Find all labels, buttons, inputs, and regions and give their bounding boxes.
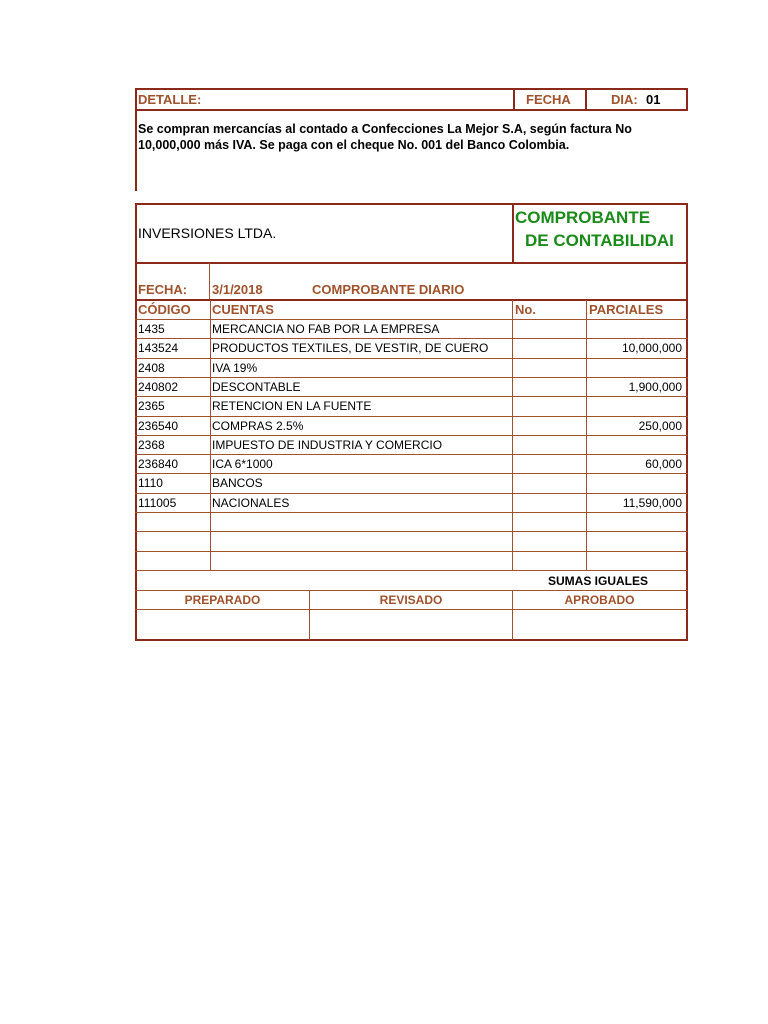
voucher-right-border — [686, 203, 688, 641]
description-left-border — [135, 111, 137, 191]
company-name: INVERSIONES LTDA. — [138, 225, 277, 241]
footer-top-border — [135, 590, 688, 591]
sumas-iguales-label: SUMAS IGUALES — [548, 574, 649, 588]
row-cuenta: IVA 19% — [212, 361, 258, 375]
detalle-left-border — [135, 88, 137, 111]
row-parcial: 60,000 — [645, 457, 682, 471]
row-parcial: 11,590,000 — [622, 496, 682, 510]
row-cuenta: RETENCION EN LA FUENTE — [212, 399, 372, 413]
row-codigo: 1110 — [138, 476, 163, 490]
row-codigo: 143524 — [138, 341, 179, 355]
sumas-top-border — [135, 570, 688, 571]
row-codigo: 236540 — [138, 419, 179, 433]
row-divider — [135, 551, 688, 552]
voucher-title-line-1: COMPROBANTE — [515, 208, 651, 227]
voucher-type: COMPROBANTE DIARIO — [312, 282, 465, 297]
row-divider — [135, 454, 688, 455]
col-header-cuentas: CUENTAS — [212, 302, 274, 317]
detalle-divider-2 — [585, 88, 587, 111]
col-header-parciales: PARCIALES — [589, 302, 664, 317]
fecha-label: FECHA — [526, 92, 571, 107]
row-parcial: 1,900,000 — [628, 380, 682, 394]
row-codigo: 2408 — [138, 361, 165, 375]
row-divider — [135, 435, 688, 436]
detalle-label: DETALLE: — [138, 92, 202, 107]
row-cuenta: DESCONTABLE — [212, 380, 301, 394]
row-codigo: 1435 — [138, 322, 165, 336]
preparado-label: PREPARADO — [184, 593, 261, 607]
dia-value: 01 — [646, 92, 661, 107]
voucher-left-border — [135, 203, 137, 641]
row-codigo: 111005 — [138, 496, 177, 510]
voucher-fecha-value: 3/1/2018 — [212, 282, 263, 297]
row-parcial: 10,000,000 — [621, 341, 682, 355]
aprobado-label: APROBADO — [564, 593, 635, 607]
detalle-divider-1 — [513, 88, 515, 111]
description-line-2: 10,000,000 más IVA. Se paga con el cheque No. 001 del Banco Colombia. — [138, 138, 570, 152]
detalle-bottom-border — [135, 109, 688, 111]
detalle-right-border — [686, 88, 688, 111]
row-cuenta: COMPRAS 2.5% — [212, 419, 304, 433]
table-header-top — [135, 299, 688, 301]
row-codigo: 2365 — [138, 399, 165, 413]
fecha-row-divider — [209, 263, 210, 300]
col-header-codigo: CÓDIGO — [138, 302, 191, 317]
row-cuenta: PRODUCTOS TEXTILES, DE VESTIR, DE CUERO — [212, 341, 489, 355]
voucher-top-border — [135, 203, 688, 205]
row-divider — [135, 512, 688, 513]
row-divider — [135, 338, 688, 339]
row-codigo: 236840 — [138, 457, 179, 471]
row-divider — [135, 377, 688, 378]
table-header-bottom — [135, 319, 688, 320]
row-cuenta: ICA 6*1000 — [212, 457, 273, 471]
row-cuenta: IMPUESTO DE INDUSTRIA Y COMERCIO — [212, 438, 443, 452]
row-divider — [135, 358, 688, 359]
row-codigo: 2368 — [138, 438, 165, 452]
detalle-top-border — [135, 88, 688, 90]
row-cuenta: MERCANCIA NO FAB POR LA EMPRESA — [212, 322, 440, 336]
voucher-title-bottom — [135, 262, 688, 264]
row-divider — [135, 473, 688, 474]
footer-label-bottom — [135, 609, 688, 610]
row-cuenta: BANCOS — [212, 476, 263, 490]
row-divider — [135, 493, 688, 494]
voucher-fecha-label: FECHA: — [138, 282, 188, 297]
col-header-no: No. — [515, 302, 536, 317]
voucher-title-divider — [512, 203, 514, 263]
row-divider — [135, 396, 688, 397]
dia-label: DIA: — [611, 92, 638, 107]
description-line-1: Se compran mercancías al contado a Confecciones La Mejor S.A, según factura No — [138, 122, 632, 136]
row-divider — [135, 416, 688, 417]
voucher-bottom-border — [135, 639, 688, 641]
row-codigo: 240802 — [138, 380, 179, 394]
voucher-title-line-2: DE CONTABILIDAI — [525, 233, 674, 249]
row-cuenta: NACIONALES — [212, 496, 290, 510]
revisado-label: REVISADO — [379, 593, 443, 607]
row-parcial: 250,000 — [638, 419, 682, 433]
row-divider — [135, 531, 688, 532]
